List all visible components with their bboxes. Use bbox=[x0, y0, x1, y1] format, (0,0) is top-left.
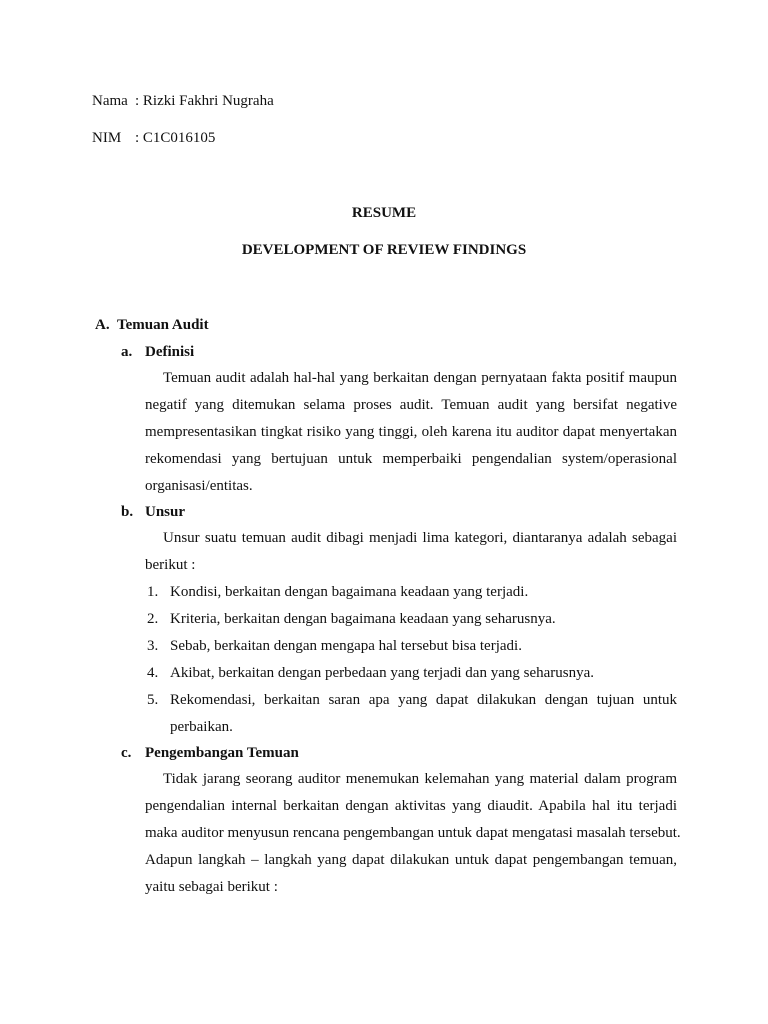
list-item: Sebab, berkaitan dengan mengapa hal tersebut bisa terjadi. bbox=[170, 638, 522, 654]
pengembangan-line-1: Tidak jarang seorang auditor menemukan kelemahan yang material dalam program bbox=[163, 771, 677, 787]
pengembangan-line-5: yaitu sebagai berikut : bbox=[145, 879, 278, 895]
nama-label: Nama bbox=[92, 93, 128, 109]
nama-value: : Rizki Fakhri Nugraha bbox=[135, 93, 274, 109]
definisi-line-4: rekomendasi yang bertujuan untuk memperbaiki pengendalian system/operasional bbox=[145, 451, 677, 467]
definisi-line-1: Temuan audit adalah hal-hal yang berkaitan dengan pernyataan fakta positif maupun bbox=[163, 370, 677, 386]
list-item: Rekomendasi, berkaitan saran apa yang dapat dilakukan dengan tujuan untuk bbox=[170, 692, 677, 708]
list-item-number: 3. bbox=[147, 638, 159, 654]
nim-value: : C1C016105 bbox=[135, 130, 216, 146]
nim-label: NIM bbox=[92, 130, 122, 146]
section-a-heading: Temuan Audit bbox=[117, 317, 209, 333]
pengembangan-line-2: pengendalian internal berkaitan dengan aktivitas yang diaudit. Apabila hal itu terjadi bbox=[145, 798, 677, 814]
list-item-number: 5. bbox=[147, 692, 159, 708]
sub-a-marker: a. bbox=[121, 344, 133, 360]
definisi-line-3: mempresentasikan tingkat risiko yang tinggi, oleh karena itu auditor dapat menyertakan bbox=[145, 424, 677, 440]
list-item-number: 2. bbox=[147, 611, 159, 627]
definisi-line-5: organisasi/entitas. bbox=[145, 478, 253, 494]
document-title: RESUME bbox=[351, 205, 417, 221]
sub-b-heading: Unsur bbox=[145, 504, 186, 520]
unsur-intro-line-2: berikut : bbox=[145, 557, 196, 573]
sub-b-marker: b. bbox=[121, 504, 134, 520]
list-item: Kondisi, berkaitan dengan bagaimana keadaan yang terjadi. bbox=[170, 584, 529, 600]
list-item-number: 4. bbox=[147, 665, 159, 681]
list-item-continuation: perbaikan. bbox=[170, 719, 233, 735]
pengembangan-line-3: maka auditor menyusun rencana pengembangan untuk dapat mengatasi masalah tersebut. bbox=[145, 825, 681, 841]
pengembangan-line-4: Adapun langkah – langkah yang dapat dilakukan untuk dapat pengembangan temuan, bbox=[145, 852, 677, 868]
list-item: Akibat, berkaitan dengan perbedaan yang terjadi dan yang seharusnya. bbox=[170, 665, 594, 681]
sub-c-marker: c. bbox=[121, 745, 132, 761]
definisi-line-2: negatif yang ditemukan selama proses audit. Temuan audit yang bersifat negative bbox=[145, 397, 677, 413]
sub-a-heading: Definisi bbox=[145, 344, 195, 360]
list-item-number: 1. bbox=[147, 584, 159, 600]
section-a-marker: A. bbox=[95, 317, 110, 333]
list-item: Kriteria, berkaitan dengan bagaimana keadaan yang seharusnya. bbox=[170, 611, 556, 627]
unsur-intro-line-1: Unsur suatu temuan audit dibagi menjadi lima kategori, diantaranya adalah sebagai bbox=[163, 530, 677, 546]
sub-c-heading: Pengembangan Temuan bbox=[145, 745, 299, 761]
document-subtitle: DEVELOPMENT OF REVIEW FINDINGS bbox=[241, 242, 527, 258]
